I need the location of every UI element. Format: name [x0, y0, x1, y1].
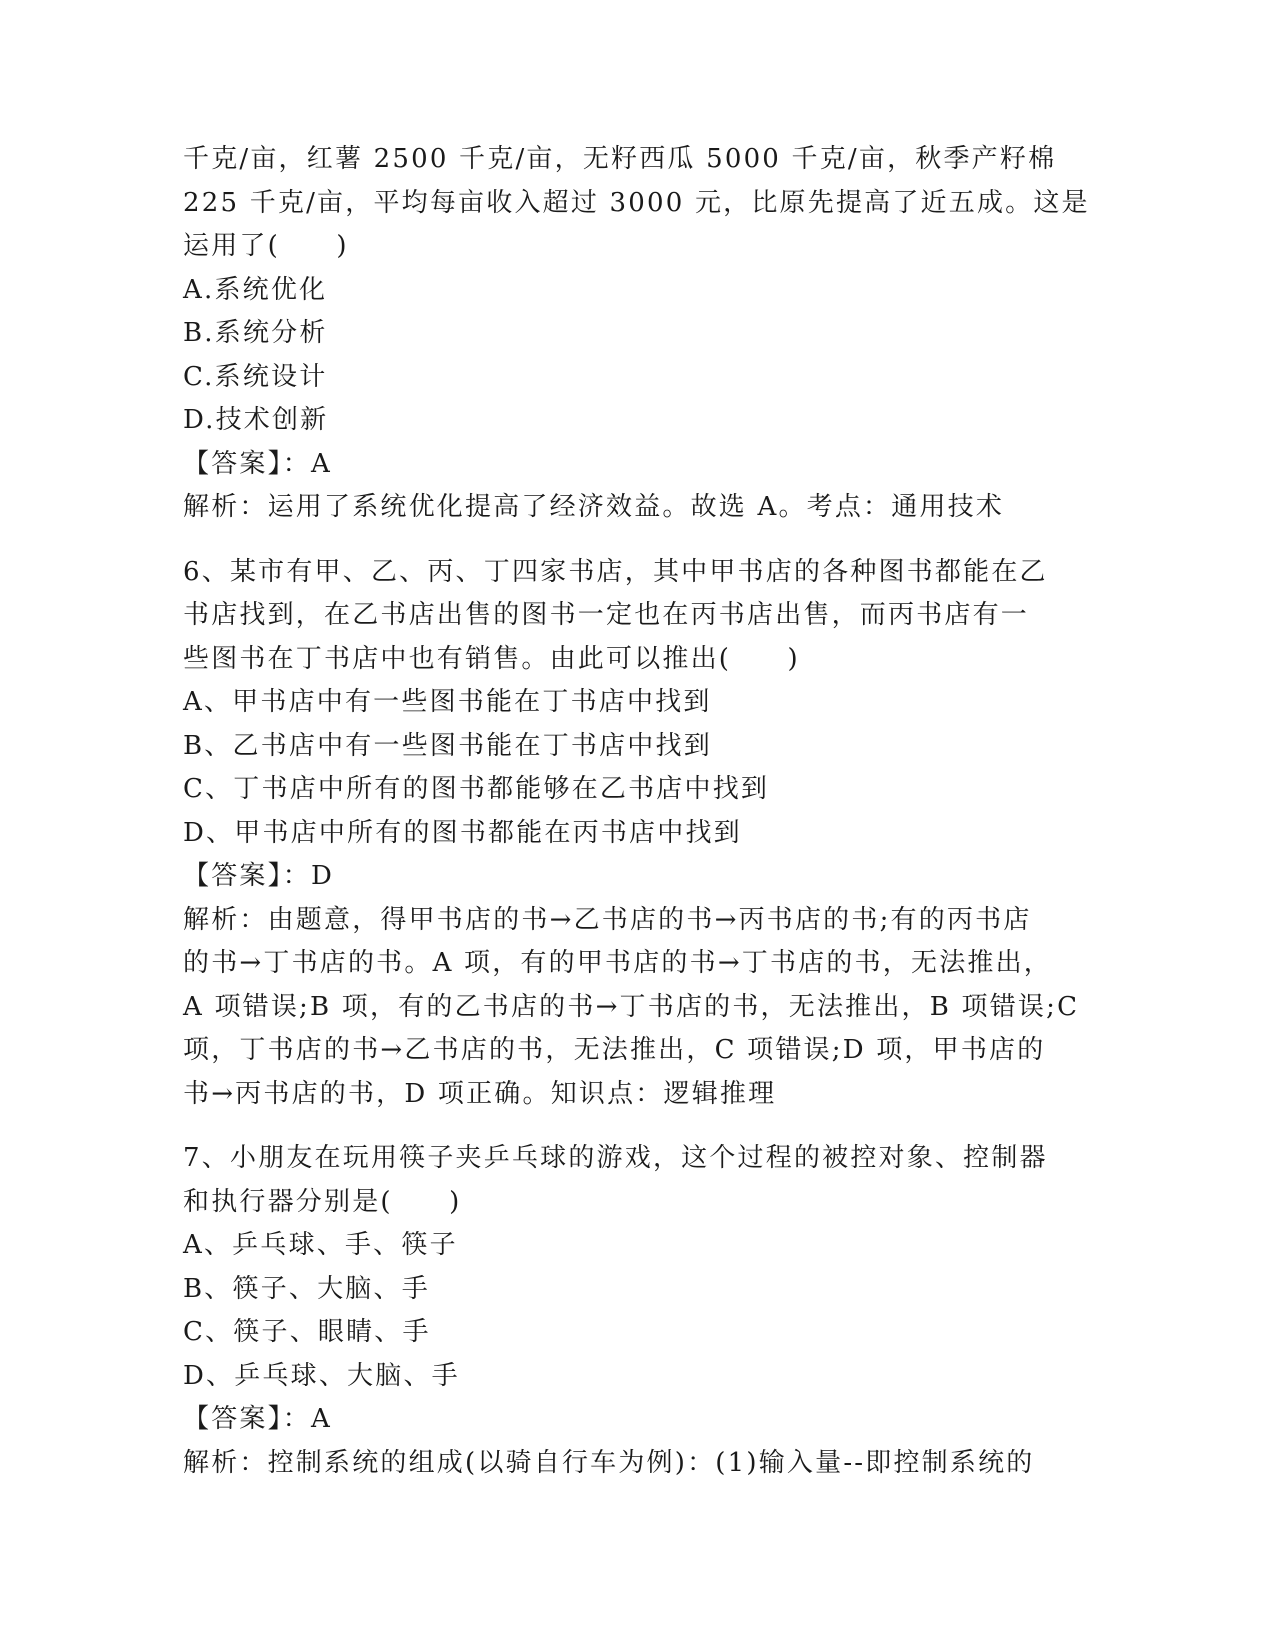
- question-block-6: [183, 551, 1088, 1117]
- spacer: [183, 530, 1088, 551]
- option-a: A、甲书店中有一些图书能在丁书店中找到: [183, 687, 712, 717]
- option-b: B、筷子、大脑、手: [183, 1273, 430, 1304]
- option-d: D、甲书店中所有的图书都能在丙书店中找到: [183, 817, 742, 848]
- question-stem-line: 运用了( ): [183, 231, 349, 261]
- explanation-line: 解析：由题意，得甲书店的书→乙书店的书→丙书店的书;有的丙书店: [183, 904, 1032, 935]
- answer-label: 【答案】：A: [183, 448, 332, 479]
- explanation-line: 的书→丁书店的书。A 项，有的甲书店的书→丁书店的书，无法推出，: [183, 948, 1053, 978]
- question-stem-line: 和执行器分别是( ): [183, 1186, 462, 1217]
- explanation-line: 解析：运用了系统优化提高了经济效益。故选 A。考点：通用技术: [183, 492, 1005, 522]
- question-stem-line: 千克/亩，红薯 2500 千克/亩，无籽西瓜 5000 千克/亩，秋季产籽棉: [183, 144, 1057, 174]
- explanation-line: 解析：控制系统的组成(以骑自行车为例)：(1)输入量--即控制系统的: [183, 1447, 1035, 1478]
- explanation-line: 书→丙书店的书，D 项正确。知识点：逻辑推理: [183, 1078, 777, 1109]
- document-page: [183, 138, 1088, 1485]
- option-d: D.技术创新: [183, 405, 329, 435]
- question-stem-line: 7、小朋友在玩用筷子夹乒乓球的游戏，这个过程的被控对象、控制器: [183, 1143, 1048, 1173]
- question-block-7: [183, 1137, 1088, 1485]
- question-stem-line: 些图书在丁书店中也有销售。由此可以推出( ): [183, 643, 800, 674]
- question-stem-line: 书店找到，在乙书店出售的图书一定也在丙书店出售，而丙书店有一: [183, 600, 1030, 630]
- option-b: B.系统分析: [183, 318, 328, 348]
- question-block-5: [183, 138, 1088, 530]
- option-d: D、乒乓球、大脑、手: [183, 1360, 460, 1391]
- answer-label: 【答案】：A: [183, 1404, 332, 1434]
- answer-label: 【答案】：D: [183, 861, 335, 891]
- option-c: C、丁书店中所有的图书都能够在乙书店中找到: [183, 774, 770, 804]
- question-stem-line: 225 千克/亩，平均每亩收入超过 3000 元，比原先提高了近五成。这是: [183, 187, 1090, 218]
- spacer: [183, 1116, 1088, 1137]
- option-b: B、乙书店中有一些图书能在丁书店中找到: [183, 730, 712, 761]
- question-stem-line: 6、某市有甲、乙、丙、丁四家书店，其中甲书店的各种图书都能在乙: [183, 556, 1048, 587]
- option-a: A、乒乓球、手、筷子: [183, 1230, 458, 1260]
- explanation-line: A 项错误;B 项，有的乙书店的书→丁书店的书，无法推出，B 项错误;C: [183, 991, 1080, 1022]
- option-c: C、筷子、眼睛、手: [183, 1317, 431, 1347]
- option-c: C.系统设计: [183, 361, 328, 392]
- option-a: A.系统优化: [183, 274, 328, 305]
- explanation-line: 项，丁书店的书→乙书店的书，无法推出，C 项错误;D 项，甲书店的: [183, 1035, 1046, 1065]
